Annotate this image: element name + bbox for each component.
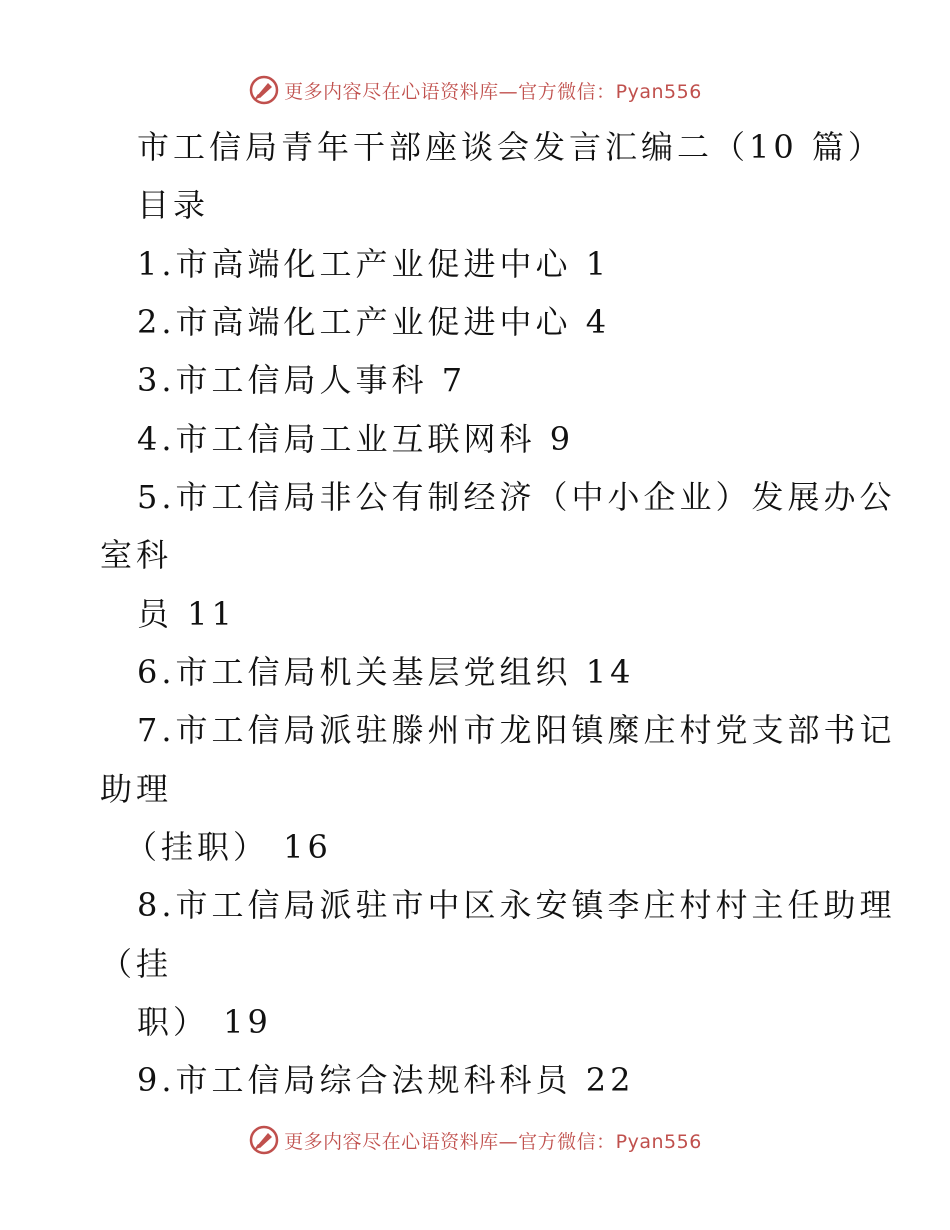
document-title: 市工信局青年干部座谈会发言汇编二（10 篇） bbox=[137, 128, 884, 166]
pen-nib-logo-icon bbox=[248, 1124, 280, 1156]
watermark-banner-bottom bbox=[0, 1120, 950, 1160]
watermark-text: 更多内容尽在心语资料库—官方微信：Pyan556 bbox=[284, 80, 702, 103]
toc-item: 6.市工信局机关基层党组织 14 bbox=[137, 653, 635, 691]
toc-item-continuation: （挂职） 16 bbox=[125, 828, 332, 866]
toc-item-continuation: 室科 bbox=[100, 536, 173, 574]
toc-item: 7.市工信局派驻滕州市龙阳镇糜庄村党支部书记 bbox=[137, 711, 896, 749]
toc-item: 3.市工信局人事科 7 bbox=[137, 361, 467, 399]
watermark-banner-top bbox=[0, 70, 950, 110]
toc-item: 2.市高端化工产业促进中心 4 bbox=[137, 303, 611, 341]
toc-heading: 目录 bbox=[137, 186, 210, 224]
toc-item: 1.市高端化工产业促进中心 1 bbox=[137, 245, 611, 283]
toc-item: 5.市工信局非公有制经济（中小企业）发展办公 bbox=[137, 478, 896, 516]
toc-item-continuation: （挂 bbox=[100, 945, 173, 983]
toc-item-continuation: 员 11 bbox=[137, 595, 236, 633]
toc-item: 9.市工信局综合法规科科员 22 bbox=[137, 1061, 635, 1099]
watermark-text: 更多内容尽在心语资料库—官方微信：Pyan556 bbox=[284, 1130, 702, 1153]
toc-item-continuation: 助理 bbox=[100, 770, 173, 808]
toc-item: 8.市工信局派驻市中区永安镇李庄村村主任助理 bbox=[137, 886, 896, 924]
toc-item-continuation: 职） 19 bbox=[137, 1003, 272, 1041]
wechat-id: Pyan556 bbox=[615, 80, 702, 103]
pen-nib-logo-icon bbox=[248, 74, 280, 106]
toc-item: 4.市工信局工业互联网科 9 bbox=[137, 420, 575, 458]
wechat-id: Pyan556 bbox=[615, 1130, 702, 1153]
